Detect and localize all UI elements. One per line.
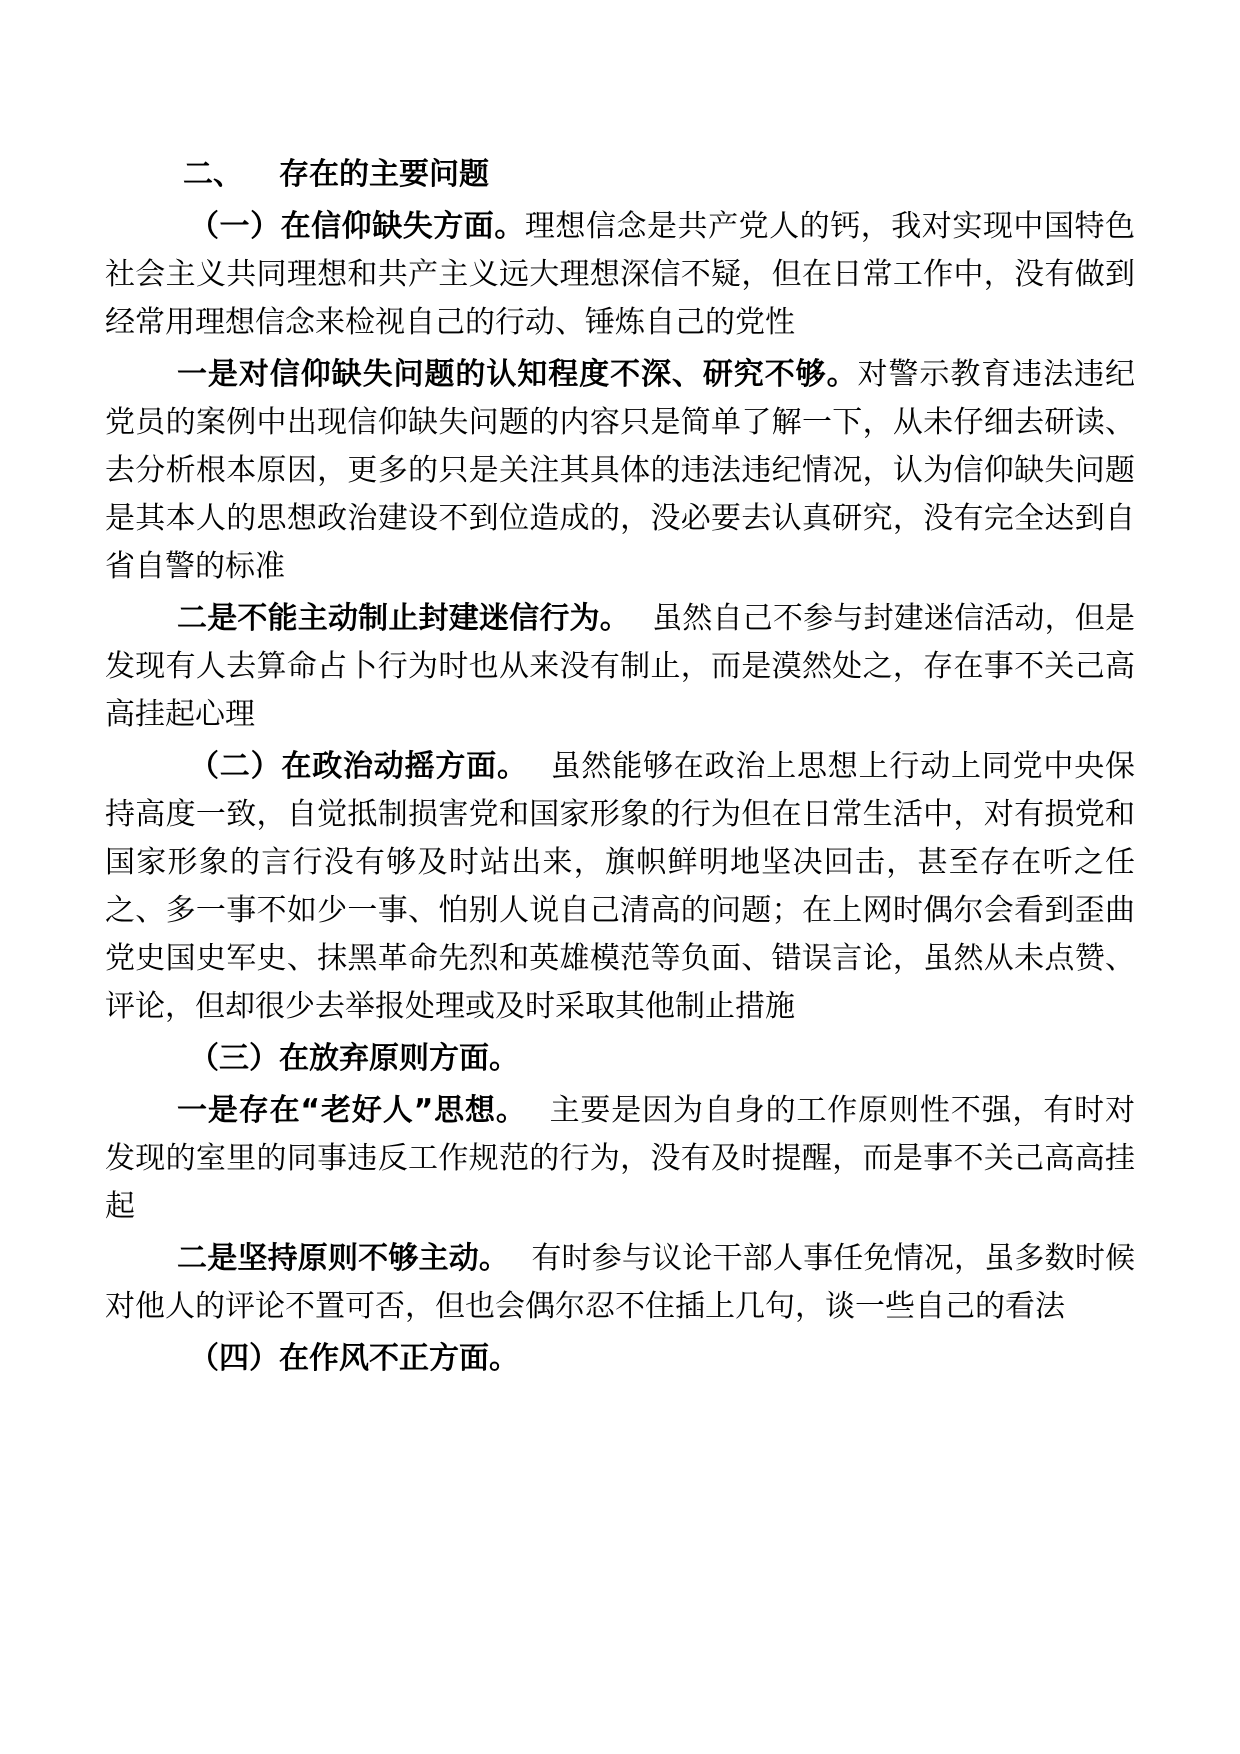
paragraph-lead: （二）在政治动摇方面。 — [189, 749, 528, 784]
paragraph-abandon-principle — [105, 1035, 1135, 1083]
paragraph-body: 理想信念是共产党人的钙，我对实现中国特色社会主义共同理想和共产主义远大理想深信不疑，但在日常工作中，没有做到经常用理想信念来检视自己的行动、锤炼自己的党性 — [105, 209, 1136, 340]
paragraph-point-1 — [105, 351, 1135, 591]
section-title: 存在的主要问题 — [279, 157, 489, 192]
paragraph-political-wavering — [105, 743, 1135, 1031]
paragraph-lead: （四）在作风不正方面。 — [189, 1341, 519, 1376]
paragraph-body: 有时参与议论干部人事任免情况，虽多数时候对他人的评论不置可否，但也会偶尔忍不住插上几句，谈一些自己的看法 — [105, 1241, 1136, 1324]
paragraph-lead: 二是不能主动制止封建迷信行为。 — [177, 601, 630, 636]
paragraph-body: 虽然能够在政治上思想上行动上同党中央保持高度一致，自觉抵制损害党和国家形象的行为但在日常生活中，对有损党和国家形象的言行没有够及时站出来，旗帜鲜明地坚决回击，甚至存在听之任之、多一事不如少一事、怕别人说自己清高的问题；在上网时偶尔会看到歪曲党史国史军史、抹黑革命先烈和英雄模范等负面、错误言论，虽然从未点赞、评论，但却很少去举报处理或及时采取其他制止措施 — [105, 749, 1136, 1024]
paragraph-lead: （一）在信仰缺失方面。 — [189, 209, 525, 244]
paragraph-point-nice-guy — [105, 1087, 1135, 1231]
paragraph-lead: （三）在放弃原则方面。 — [189, 1041, 519, 1076]
paragraph-body: 主要是因为自身的工作原则性不强，有时对发现的室里的同事违反工作规范的行为，没有及时提醒，而是事不关己高高挂起 — [105, 1093, 1135, 1224]
paragraph-style-issues — [105, 1335, 1135, 1383]
paragraph-lead: 一是对信仰缺失问题的认知程度不深、研究不够。 — [177, 357, 858, 392]
paragraph-body: 虽然自己不参与封建迷信活动，但是发现有人去算命占卜行为时也从来没有制止，而是漠然处之，存在事不关己高高挂起心理 — [105, 601, 1136, 732]
paragraph-point-principle — [105, 1235, 1135, 1331]
paragraph-point-2 — [105, 595, 1135, 739]
section-number: 二、 — [183, 157, 243, 192]
section-heading — [105, 150, 1135, 200]
paragraph-body: 对警示教育违法违纪党员的案例中出现信仰缺失问题的内容只是简单了解一下，从未仔细去研读、去分析根本原因，更多的只是关注其具体的违法违纪情况，认为信仰缺失问题是其本人的思想政治建设不到位造成的，没必要去认真研究，没有完全达到自省自警的标准 — [105, 357, 1136, 584]
document-page — [105, 150, 1135, 1383]
paragraph-lead: 二是坚持原则不够主动。 — [177, 1241, 510, 1276]
paragraph-faith-loss — [105, 203, 1135, 347]
paragraph-lead: 一是存在“老好人”思想。 — [177, 1093, 527, 1128]
